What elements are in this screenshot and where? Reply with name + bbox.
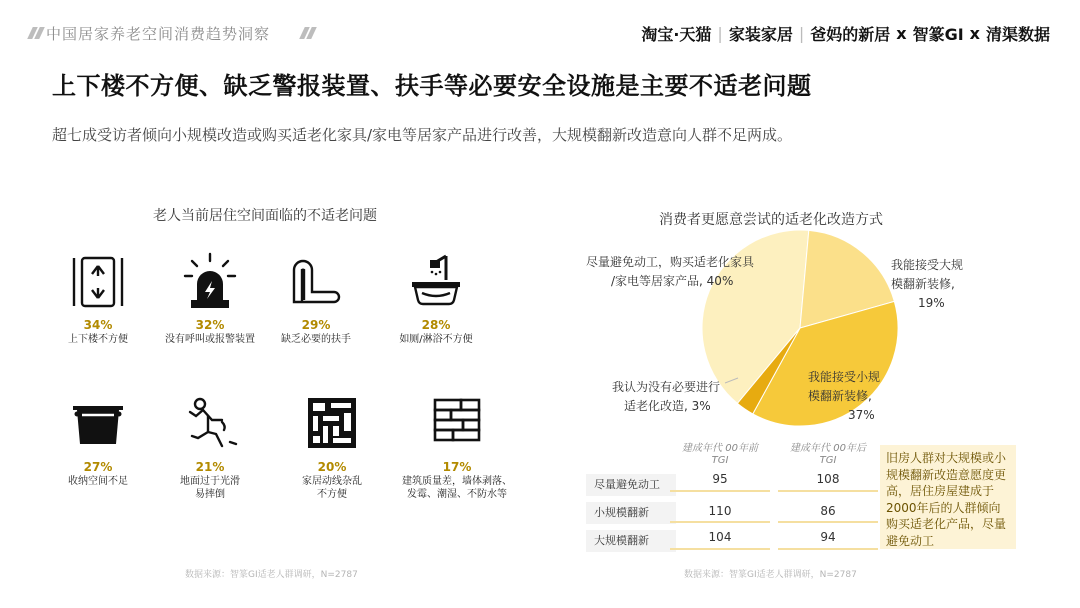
tgi-cell: 94: [820, 530, 836, 544]
brand-qingqu: 清渠数据: [985, 25, 1050, 44]
issue-item: [266, 252, 366, 346]
right-section-title: 消费者更愿意尝试的适老化改造方式: [659, 212, 883, 228]
pie-label-avoid: 尽量避免动工，购买适老化家具 /家电等居家产品, 40%: [586, 255, 755, 288]
report-title: 中国居家养老空间消费趋势洞察: [46, 25, 271, 43]
slip-fall-icon: [180, 394, 240, 454]
bathtub-icon: [406, 252, 466, 312]
issue-percent: 28%: [421, 318, 451, 332]
tgi-cell: 110: [708, 504, 732, 518]
issue-percent: 29%: [301, 318, 331, 332]
issue-item: [282, 394, 382, 501]
tgi-divider: [778, 521, 878, 523]
pie-label-small: 我能接受小规 模翻新装修, 37%: [808, 370, 881, 422]
tgi-row-label: 尽量避免动工: [586, 474, 676, 496]
issue-percent: 20%: [317, 460, 347, 474]
tgi-row-label: 大规模翻新: [586, 530, 676, 552]
brick-wall-icon: [427, 394, 487, 454]
issue-percent: 21%: [195, 460, 225, 474]
issue-item: [48, 252, 148, 346]
elevator-icon: [68, 252, 128, 312]
issue-label: 缺乏必要的扶手: [281, 334, 351, 345]
issue-label: 收纳空间不足: [68, 476, 128, 487]
issue-label: 建筑质量差，墙体剥落、 发霉、潮湿、不防水等: [402, 476, 512, 500]
issue-label: 上下楼不方便: [68, 334, 128, 345]
issue-item: [398, 394, 516, 501]
handrail-icon: [286, 252, 346, 312]
tgi-divider: [670, 490, 770, 492]
alarm-icon: [180, 252, 240, 312]
storage-box-icon: [68, 394, 128, 454]
tgi-divider: [670, 521, 770, 523]
left-section-title: 老人当前居住空间面临的不适老问题: [153, 208, 377, 224]
tgi-cell: 104: [708, 530, 732, 544]
tgi-divider: [778, 548, 878, 550]
page-headline: 上下楼不方便、缺乏警报装置、扶手等必要安全设施是主要不适老问题: [52, 72, 812, 100]
issue-percent: 27%: [83, 460, 113, 474]
pie-label-none: 我认为没有必要进行 适老化改造, 3%: [612, 380, 721, 413]
brand-taobao: 淘宝·天猫: [641, 25, 712, 44]
issue-percent: 32%: [195, 318, 225, 332]
left-source-note: 数据来源：智篆GI适老人群调研，N=2787: [185, 570, 358, 580]
tgi-cell: 86: [820, 504, 836, 518]
tgi-cell: 108: [816, 472, 840, 486]
issue-item: [48, 394, 148, 488]
issue-percent: 17%: [442, 460, 472, 474]
tgi-col-header-pre2000: 建成年代 00年前 TGI: [682, 443, 758, 466]
tgi-col-header-post2000: 建成年代 00年后 TGI: [790, 443, 866, 466]
issue-label: 如厕/淋浴不方便: [399, 334, 473, 345]
tgi-divider: [670, 548, 770, 550]
brand-separator: x: [969, 24, 980, 43]
issue-item: [160, 252, 260, 346]
issue-label: 家居动线杂乱 不方便: [302, 476, 362, 500]
issue-label: 没有呼叫或报警装置: [165, 334, 255, 345]
brand-bar: 淘宝·天猫 | 家装家居 | 爸妈的新居 x 智篆GI x 清渠数据: [641, 24, 1050, 44]
brand-separator: x: [896, 24, 907, 43]
brand-parents-home: 爸妈的新居: [810, 25, 891, 44]
pie-label-large: 我能接受大规 模翻新装修, 19%: [891, 258, 964, 310]
tgi-divider: [778, 490, 878, 492]
tgi-cell: 95: [712, 472, 728, 486]
issue-item: [160, 394, 260, 501]
right-source-note: 数据来源：智篆GI适老人群调研，N=2787: [684, 570, 857, 580]
tgi-row-label: 小规模翻新: [586, 502, 676, 524]
insight-callout: 旧房人群对大规模或小规模翻新改造意愿度更高，居住房屋建成于2000年后的人群倾向购买适老化产品，尽量避免动工: [880, 445, 1016, 549]
maze-icon: [302, 394, 362, 454]
issue-item: [386, 252, 486, 346]
brand-home: 家装家居: [728, 25, 793, 44]
brand-zhizhuan: 智篆GI: [912, 25, 964, 44]
page-subline: 超七成受访者倾向小规模改造或购买适老化家具/家电等居家产品进行改善，大规模翻新改造意向人群不足两成。: [52, 126, 793, 144]
issue-label: 地面过于光滑 易摔倒: [180, 476, 240, 500]
issue-percent: 34%: [83, 318, 113, 332]
